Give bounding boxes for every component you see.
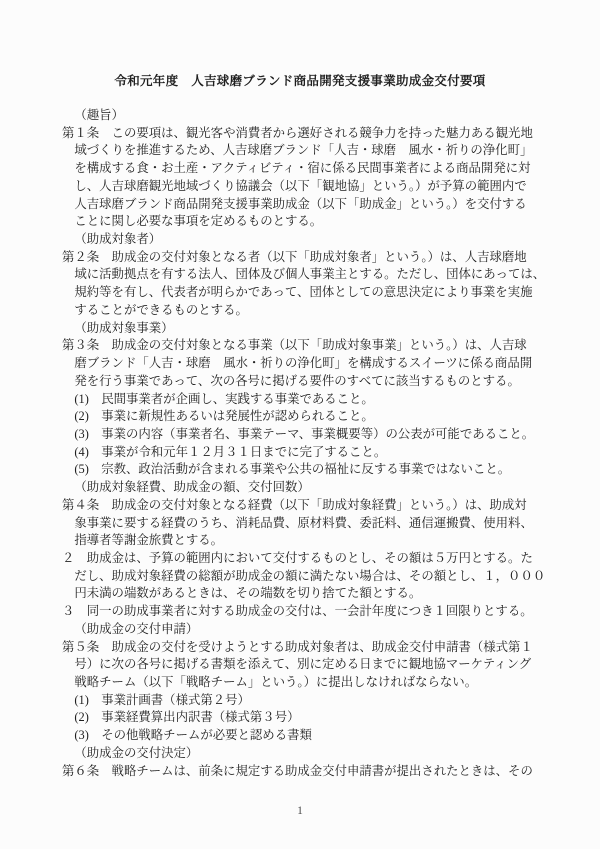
- doc-line-item: (4) 事業が令和元年１２月３１日までに完了すること。: [74, 444, 387, 459]
- doc-line-heading: （趣旨）: [74, 108, 124, 122]
- doc-line-heading: （助成対象者）: [74, 232, 162, 247]
- doc-line-continuation: だし、助成対象経費の総額が助成金の額に満たない場合は、その額とし、１，０００: [74, 568, 546, 583]
- doc-line-item: (5) 宗教、政治活動が含まれる事業や公共の福祉に反する事業ではないこと。: [74, 462, 511, 477]
- doc-line-continuation: を構成する食・お土産・アクティビティ・宿に係る民間事業者による商品開発に対: [74, 161, 531, 176]
- doc-line-article: 第５条 助成金の交付を受けようとする助成対象者は、助成金交付申請書（様式第１: [62, 639, 533, 654]
- doc-line-continuation: 戦略チーム（以下「戦略チーム」という。）に提出しなければならない。: [74, 675, 478, 689]
- doc-line-heading: （助成金の交付決定）: [74, 745, 199, 760]
- doc-line-continuation: 磨ブランド「人吉・球磨 風水・祈りの浄化町」を構成するスイーツに係る商品開: [74, 356, 533, 371]
- doc-line-continuation: ことに関し必要な事項を定めるものとする。: [74, 214, 323, 229]
- doc-line-continuation: 域に活動拠点を有する法人、団体及び個人事業主とする。ただし、団体にあっては、: [74, 267, 546, 282]
- doc-line-continuation: 規約等を有し、代表者が明らかであって、団体としての意思決定により事業を実施: [74, 285, 533, 300]
- document-body: [62, 107, 548, 780]
- doc-line-article: 第３条 助成金の交付対象となる事業（以下「助成対象事業」という。）は、人吉球: [62, 338, 527, 353]
- doc-line-heading: （助成金の交付申請）: [74, 621, 199, 636]
- doc-line-article: 第６条 戦略チームは、前条に規定する助成金交付申請書が提出されたときは、その: [62, 763, 533, 778]
- doc-line-continuation: 発を行う事業であって、次の各号に掲げる要件のすべてに該当するものとする。: [74, 373, 520, 388]
- doc-line-continuation: 号）に次の各号に掲げる書類を添えて、別に定める日までに観地協マーケティング: [74, 657, 532, 672]
- doc-line-article: 第１条 この要項は、観光客や消費者から選好される競争力を持った魅力ある観光地: [62, 125, 533, 140]
- doc-line-item: (1) 事業計画書（様式第２号）: [74, 692, 250, 707]
- doc-line-continuation: 域づくりを推進するため、人吉球磨ブランド「人吉・球磨 風水・祈りの浄化町」: [74, 143, 533, 158]
- page-number: 1: [297, 805, 303, 817]
- doc-line-continuation: し、人吉球磨観光地域づくり協議会（以下「観地協」という。）が予算の範囲内で: [74, 178, 527, 193]
- doc-line-item: (3) 事業の内容（事業者名、事業テーマ、事業概要等）の公表が可能であること。: [74, 426, 535, 441]
- doc-line-heading: （助成対象経費、助成金の額、交付回数）: [74, 480, 310, 495]
- doc-line-article: 第４条 助成金の交付対象となる経費（以下「助成対象経費」という。）は、助成対: [62, 497, 527, 512]
- doc-line-article: 第２条 助成金の交付対象となる者（以下「助成対象者」という。）は、人吉球磨地: [62, 249, 527, 264]
- doc-line-heading: （助成対象事業）: [74, 320, 174, 335]
- doc-line-item: (1) 民間事業者が企画し、実践する事業であること。: [74, 391, 374, 406]
- doc-line-continuation: 象事業に要する経費のうち、消耗品費、原材料費、委託料、通信運搬費、使用料、: [74, 515, 533, 530]
- doc-line-continuation: することができるものとする。: [74, 302, 248, 317]
- doc-line-item: (3) その他戦略チームが必要と認める書類: [74, 728, 312, 743]
- doc-line-paragraph: ２ 助成金は、予算の範囲内において交付するものとし、その額は５万円とする。た: [62, 550, 533, 565]
- doc-line-item: (2) 事業に新規性あるいは発展性が認められること。: [74, 409, 374, 424]
- doc-line-continuation: 指導者等謝金旅費とする。: [74, 533, 224, 548]
- document-title: 令和元年度 人吉球磨ブランド商品開発支援事業助成金交付要項: [114, 74, 486, 88]
- doc-line-continuation: 円未満の端数があるときは、その端数を切り捨てた額とする。: [74, 586, 422, 601]
- doc-line-item: (2) 事業経費算出内訳書（様式第３号）: [74, 710, 300, 725]
- doc-line-paragraph: ３ 同一の助成事業者に対する助成金の交付は、一会計年度につき１回限りとする。: [62, 604, 533, 619]
- doc-line-continuation: 人吉球磨ブランド商品開発支援事業助成金（以下「助成金」という。）を交付する: [74, 196, 527, 211]
